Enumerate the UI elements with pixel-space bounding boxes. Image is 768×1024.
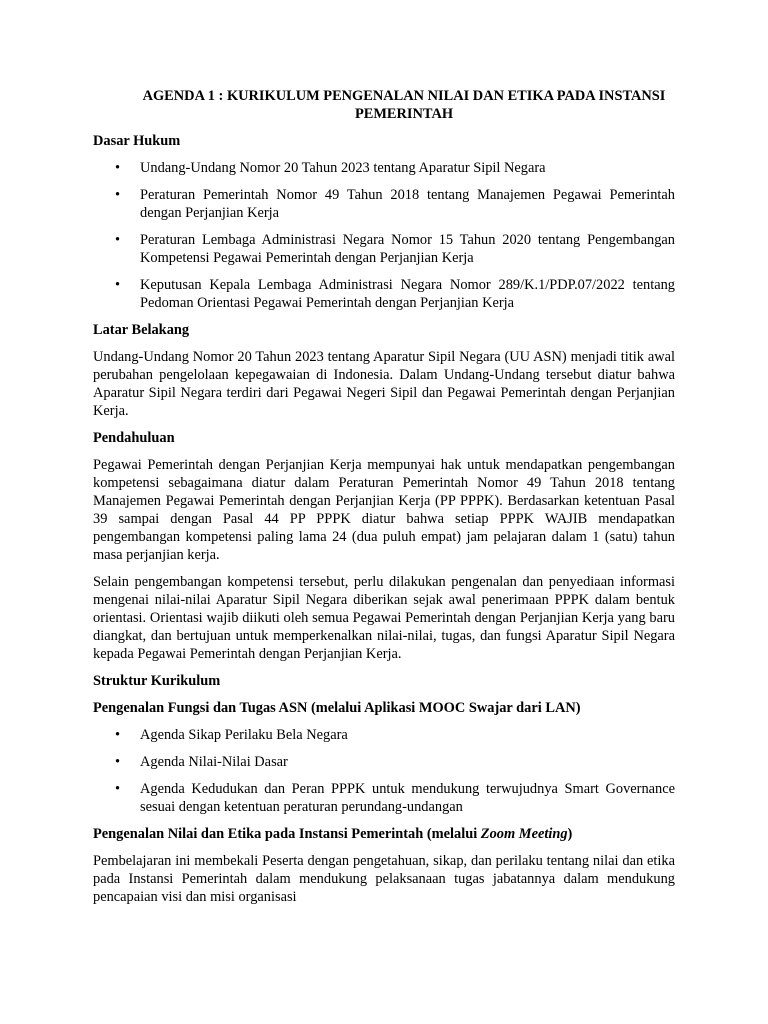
pendahuluan-paragraph-1: Pegawai Pemerintah dengan Perjanjian Kerja mempunyai hak untuk mendapatkan pengembangan kompetensi sebagaimana diatur dalam Peraturan Pemerintah Nomor 49 Tahun 2018 tentang Manajemen Pegawai Pemerintah dengan Perjanjian Kerja (PP PPPK). Berdasarkan ketentuan Pasal 39 sampai dengan Pasal 44 PP PPPK diatur bahwa setiap PPPK WAJIB mendapatkan pengembangan kompetensi paling lama 24 (dua puluh empat) jam pelajaran dalam 1 (satu) tahun masa perjanjian kerja.	[93, 457, 675, 563]
subheading-pengenalan-fungsi: Pengenalan Fungsi dan Tugas ASN (melalui Aplikasi MOOC Swajar dari LAN)	[93, 700, 581, 716]
list-item	[93, 753, 675, 771]
list-item	[93, 276, 675, 312]
list-item	[93, 159, 675, 177]
list-item-text: Agenda Sikap Perilaku Bela Negara	[140, 727, 348, 743]
latar-belakang-paragraph: Undang-Undang Nomor 20 Tahun 2023 tentang Aparatur Sipil Negara (UU ASN) menjadi titik awal perubahan pengelolaan kepegawaian di Indonesia. Dalam Undang-Undang tersebut diatur bahwa Aparatur Sipil Negara terdiri dari Pegawai Negeri Sipil dan Pegawai Pemerintah dengan Perjanjian Kerja.	[93, 349, 675, 419]
subheading-pengenalan-nilai	[93, 825, 675, 843]
bullet-icon: •	[115, 781, 121, 797]
heading-latar-belakang: Latar Belakang	[93, 322, 190, 338]
pendahuluan-paragraph-2: Selain pengembangan kompetensi tersebut, perlu dilakukan pengenalan dan penyediaan informasi mengenai nilai-nilai Aparatur Sipil Negara diberikan sejak awal penerimaan PPPK dalam bentuk orientasi. Orientasi wajib diikuti oleh semua Pegawai Pemerintah dengan Perjanjian Kerja yang baru diangkat, dan bertujuan untuk memperkenalkan nilai-nilai, tugas, dan fungsi Aparatur Sipil Negara kepada Pegawai Pemerintah dengan Perjanjian Kerja.	[93, 574, 675, 662]
subheading-suffix: )	[567, 826, 573, 842]
list-item-text: Keputusan Kepala Lembaga Administrasi Negara Nomor 289/K.1/PDP.07/2022 tentang Pedoman Orientasi Pegawai Pemerintah dengan Perjanjian Kerja	[140, 277, 675, 311]
bullet-icon: •	[115, 727, 121, 743]
bullet-icon: •	[115, 754, 121, 770]
pembelajaran-paragraph: Pembelajaran ini membekali Peserta dengan pengetahuan, sikap, dan perilaku tentang nilai dan etika pada Instansi Pemerintah dalam mendukung pelaksanaan tugas jabatannya dalam mendukung pencapaian visi dan misi organisasi	[93, 853, 675, 905]
heading-struktur-kurikulum: Struktur Kurikulum	[93, 673, 221, 689]
list-item-text: Agenda Kedudukan dan Peran PPPK untuk mendukung terwujudnya Smart Governance sesuai dengan ketentuan peraturan perundang-undangan	[140, 781, 675, 815]
list-item	[93, 726, 675, 744]
subheading-prefix: Pengenalan Nilai dan Etika pada Instansi Pemerintah (melalui	[93, 826, 481, 842]
list-item-text: Agenda Nilai-Nilai Dasar	[140, 754, 288, 770]
list-item	[93, 186, 675, 222]
struktur-kurikulum-list	[93, 726, 675, 816]
list-item-text: Peraturan Lembaga Administrasi Negara Nomor 15 Tahun 2020 tentang Pengembangan Kompetensi Pegawai Pemerintah dengan Perjanjian Kerja	[140, 232, 675, 266]
bullet-icon: •	[115, 160, 121, 176]
list-item	[93, 231, 675, 267]
list-item	[93, 780, 675, 816]
subheading-italic: Zoom Meeting	[480, 826, 568, 842]
document-page	[93, 87, 675, 915]
document-title: AGENDA 1 : KURIKULUM PENGENALAN NILAI DAN ETIKA PADA INSTANSI PEMERINTAH	[142, 88, 666, 122]
bullet-icon: •	[115, 187, 121, 203]
list-item-text: Undang-Undang Nomor 20 Tahun 2023 tentang Aparatur Sipil Negara	[140, 160, 546, 176]
list-item-text: Peraturan Pemerintah Nomor 49 Tahun 2018 tentang Manajemen Pegawai Pemerintah dengan Perjanjian Kerja	[140, 187, 675, 221]
bullet-icon: •	[115, 232, 121, 248]
bullet-icon: •	[115, 277, 121, 293]
heading-dasar-hukum: Dasar Hukum	[93, 133, 181, 149]
heading-pendahuluan: Pendahuluan	[93, 430, 175, 446]
dasar-hukum-list	[93, 159, 675, 312]
